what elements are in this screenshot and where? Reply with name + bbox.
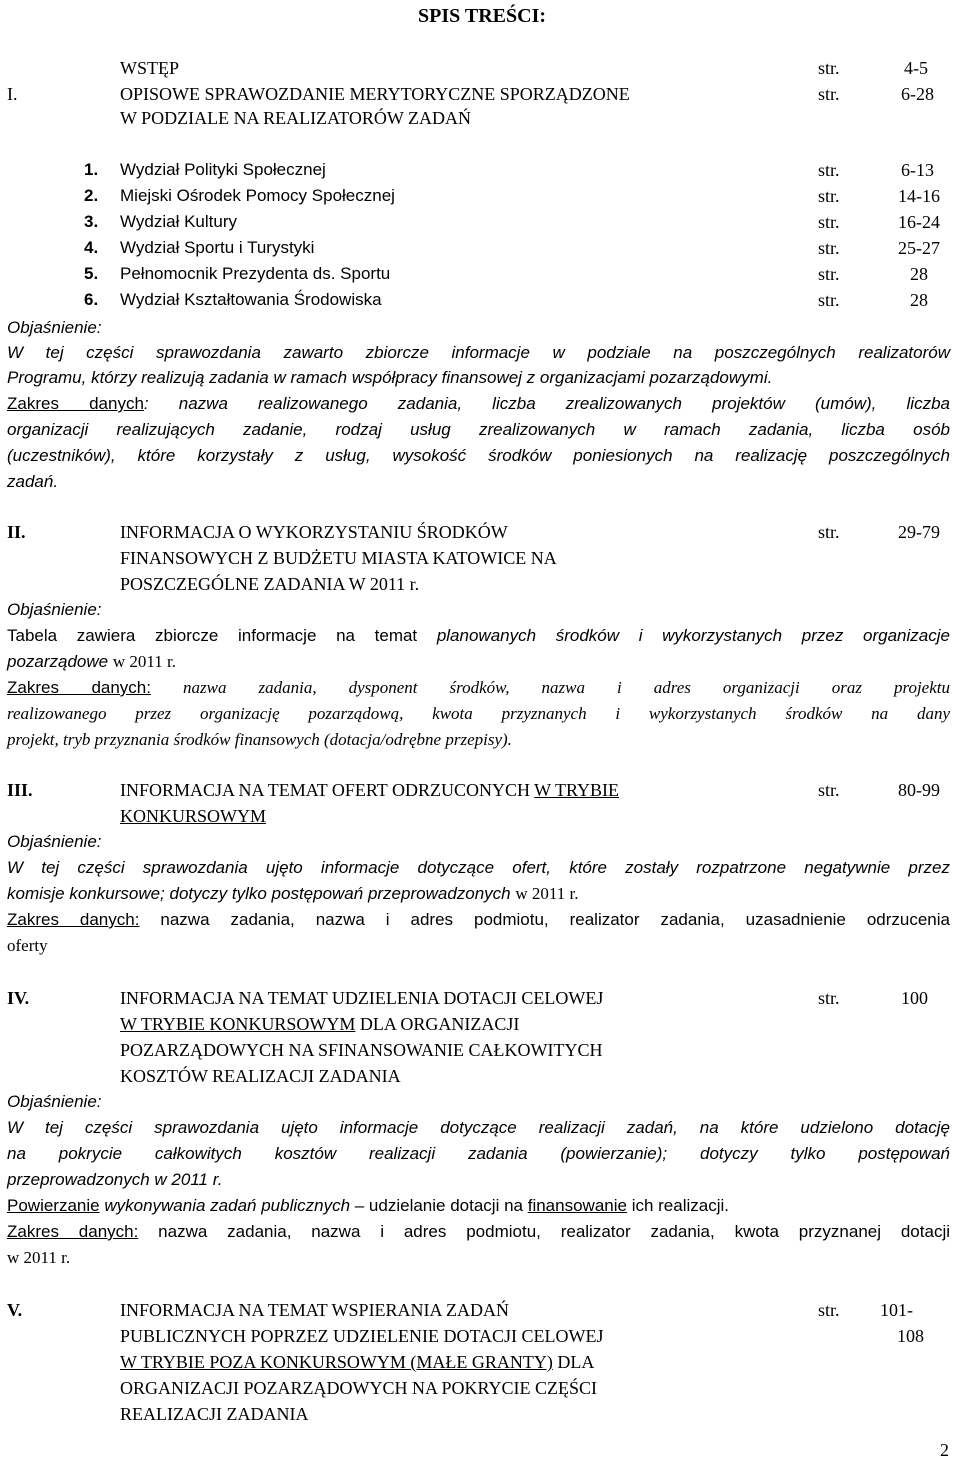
s2-objasnienie-label: Objaśnienie: <box>7 600 102 619</box>
s1-item-str: str. <box>818 290 840 310</box>
s1-zakres-line: organizacji realizujących zadanie, rodzaj usług zrealizowanych w ramach zadania, liczba osób <box>7 420 950 439</box>
s3-objasnienie-text-a: komisje konkursowe; dotyczy tylko postępowań przeprowadzonych <box>7 884 516 903</box>
s5-heading-line5: REALIZACJI ZADANIA <box>120 1404 309 1424</box>
s2-objasnienie-line <box>7 626 950 646</box>
s4-number: IV. <box>7 988 30 1008</box>
s3-heading-line1 <box>120 780 619 801</box>
s2-zakres-label: Zakres danych: <box>7 678 151 697</box>
s3-heading-line2: KONKURSOWYM <box>120 806 267 826</box>
s1-zakres-line: (uczestników), które korzystały z usług, wysokość środków poniesionych na realizację poszczególnych <box>7 446 950 465</box>
s5-heading-text-b: DLA <box>552 1352 595 1372</box>
s3-objasnienie-line <box>7 884 950 904</box>
s4-zakres-label: Zakres danych: <box>7 1222 139 1241</box>
s3-zakres-label: Zakres danych: <box>7 910 140 929</box>
s1-item-label: Wydział Sportu i Turystyki <box>120 238 315 257</box>
s1-item-num: 5. <box>84 264 99 283</box>
s3-pages: 80-99 <box>898 780 940 800</box>
s1-heading-line1: OPISOWE SPRAWOZDANIE MERYTORYCZNE SPORZĄDZONE <box>120 84 630 104</box>
s1-item-num: 3. <box>84 212 99 231</box>
s5-heading-line1: INFORMACJA NA TEMAT WSPIERANIA ZADAŃ <box>120 1300 510 1320</box>
s1-item-label: Miejski Ośrodek Pomocy Społecznej <box>120 186 395 205</box>
s4-powierzanie-term: Powierzanie <box>7 1196 100 1215</box>
s3-objasnienie-line: W tej części sprawozdania ujęto informacje dotyczące ofert, które zostały rozpatrzone negatywnie przez <box>7 858 950 877</box>
s2-heading-line2: FINANSOWYCH Z BUDŻETU MIASTA KATOWICE NA <box>120 548 557 568</box>
s2-objasnienie-text-a: Tabela zawiera zbiorcze informacje na temat <box>7 626 437 645</box>
page-number: 2 <box>940 1440 949 1460</box>
s1-item-label: Wydział Kształtowania Środowiska <box>120 290 382 309</box>
toc-intro-label: WSTĘP <box>120 58 180 78</box>
s1-item-pages: 16-24 <box>898 212 940 232</box>
s1-item-pages: 25-27 <box>898 238 940 258</box>
s1-item-str: str. <box>818 160 840 180</box>
s3-zakres-text: nazwa zadania, nazwa i adres podmiotu, realizator zadania, uzasadnienie odrzucenia <box>139 910 950 929</box>
s1-item-str: str. <box>818 186 840 206</box>
s3-number: III. <box>7 780 33 800</box>
s1-item-label: Wydział Polityki Społecznej <box>120 160 326 179</box>
s3-heading-text-a: INFORMACJA NA TEMAT OFERT ODRZUCONYCH <box>120 780 535 800</box>
s5-heading-line3 <box>120 1352 594 1373</box>
s4-heading-text-a: W TRYBIE KONKURSOWYM <box>120 1014 356 1034</box>
s5-pages-line2: 108 <box>897 1326 924 1346</box>
s5-str: str. <box>818 1300 840 1320</box>
s1-item-pages: 14-16 <box>898 186 940 206</box>
s2-objasnienie-text-b: planowanych środków i wykorzystanych przez organizacje <box>436 626 950 645</box>
s2-pages: 29-79 <box>898 522 940 542</box>
s1-str: str. <box>818 84 840 104</box>
s1-item-pages: 28 <box>910 290 928 310</box>
s1-objasnienie-line: Programu, którzy realizują zadania w ramach współpracy finansowej z organizacjami pozarządowymi. <box>7 368 773 387</box>
s3-heading-text-b: W TRYBIE <box>534 780 620 800</box>
s3-str: str. <box>818 780 840 800</box>
s4-objasnienie-label: Objaśnienie: <box>7 1092 102 1111</box>
s2-objasnienie-text-b: w 2011 r. <box>112 652 176 671</box>
s2-objasnienie-text-a: pozarządowe <box>7 652 113 671</box>
s1-item-str: str. <box>818 264 840 284</box>
s5-heading-line2: PUBLICZNYCH POPRZEZ UDZIELENIE DOTACJI CELOWEJ <box>120 1326 604 1346</box>
s4-zakres-line <box>7 1222 950 1242</box>
s2-zakres-line <box>7 678 950 698</box>
s1-objasnienie-label: Objaśnienie: <box>7 318 102 337</box>
s3-zakres-line <box>7 910 950 930</box>
s4-objasnienie-line: W tej części sprawozdania ujęto informacje dotyczące realizacji zadań, na które udzielono dotację <box>7 1118 950 1137</box>
s4-str: str. <box>818 988 840 1008</box>
s3-objasnienie-text-b: w 2011 r. <box>515 884 579 903</box>
s2-zakres-line: projekt, tryb przyznania środków finansowych (dotacja/odrębne przepisy). <box>7 730 512 749</box>
s1-number: I. <box>7 84 18 104</box>
s5-heading-text-a: W TRYBIE POZA KONKURSOWYM (MAŁE GRANTY) <box>120 1352 553 1372</box>
s4-heading-line4: KOSZTÓW REALIZACJI ZADANIA <box>120 1066 401 1086</box>
s2-heading-line1: INFORMACJA O WYKORZYSTANIU ŚRODKÓW <box>120 522 508 542</box>
s1-item-num: 6. <box>84 290 99 309</box>
s2-number: II. <box>7 522 26 542</box>
toc-intro-str: str. <box>818 58 840 78</box>
s4-powierzanie-text-d: finansowanie <box>527 1196 627 1215</box>
s1-item-str: str. <box>818 238 840 258</box>
s1-pages: 6-28 <box>901 84 934 104</box>
s5-heading-line4: ORGANIZACJI POZARZĄDOWYCH NA POKRYCIE CZĘŚCI <box>120 1378 598 1398</box>
s4-powierzanie-text-e: ich realizacji. <box>626 1196 730 1215</box>
s3-zakres-line: oferty <box>7 936 48 955</box>
s5-number: V. <box>7 1300 23 1320</box>
page-title: SPIS TREŚCI: <box>418 5 547 27</box>
s1-item-num: 2. <box>84 186 99 205</box>
s4-powierzanie-text-b: wykonywania zadań publicznych <box>99 1196 351 1215</box>
s2-zakres-line: realizowanego przez organizację pozarządową, kwota przyznanych i wykorzystanych środków na dany <box>7 704 950 723</box>
s1-zakres-line <box>7 394 950 414</box>
s1-item-label: Pełnomocnik Prezydenta ds. Sportu <box>120 264 391 283</box>
s1-item-pages: 28 <box>910 264 928 284</box>
s4-heading-line2 <box>120 1014 519 1035</box>
s4-objasnienie-line: przeprowadzonych w 2011 r. <box>7 1170 223 1189</box>
s2-zakres-text: nazwa zadania, dysponent środków, nazwa i adres organizacji oraz projektu <box>151 678 950 697</box>
s1-item-str: str. <box>818 212 840 232</box>
s1-item-label: Wydział Kultury <box>120 212 237 231</box>
s4-heading-text-b: DLA ORGANIZACJI <box>355 1014 520 1034</box>
toc-intro-pages: 4-5 <box>904 58 928 78</box>
s2-objasnienie-line <box>7 652 950 672</box>
s1-zakres-line: zadań. <box>7 472 59 491</box>
s1-heading-line2: W PODZIALE NA REALIZATORÓW ZADAŃ <box>120 108 471 128</box>
s1-zakres-text: : nazwa realizowanego zadania, liczba zrealizowanych projektów (umów), liczba <box>143 394 950 413</box>
s4-heading-line1: INFORMACJA NA TEMAT UDZIELENIA DOTACJI CELOWEJ <box>120 988 604 1008</box>
s4-powierzanie-text-c: – udzielanie dotacji na <box>350 1196 528 1215</box>
s1-item-pages: 6-13 <box>901 160 934 180</box>
s1-item-num: 4. <box>84 238 99 257</box>
s1-zakres-label: Zakres danych <box>7 394 144 413</box>
s4-heading-line3: POZARZĄDOWYCH NA SFINANSOWANIE CAŁKOWITYCH <box>120 1040 603 1060</box>
s1-item-num: 1. <box>84 160 99 179</box>
s2-heading-line3: POSZCZEGÓLNE ZADANIA W 2011 r. <box>120 574 420 594</box>
s4-objasnienie-line: na pokrycie całkowitych kosztów realizacji zadania (powierzanie); dotyczy tylko postępowań <box>7 1144 950 1163</box>
s1-objasnienie-line: W tej części sprawozdania zawarto zbiorcze informacje w podziale na poszczególnych realizatorów <box>7 343 950 362</box>
s5-pages-line1: 101- <box>880 1300 913 1320</box>
s4-zakres-text: nazwa zadania, nazwa i adres podmiotu, realizator zadania, kwota przyznanej dotacji <box>138 1222 950 1241</box>
s4-powierzanie-line <box>7 1196 950 1216</box>
s3-objasnienie-label: Objaśnienie: <box>7 832 102 851</box>
s2-str: str. <box>818 522 840 542</box>
s4-pages: 100 <box>901 988 928 1008</box>
s4-zakres-line: w 2011 r. <box>7 1248 71 1267</box>
